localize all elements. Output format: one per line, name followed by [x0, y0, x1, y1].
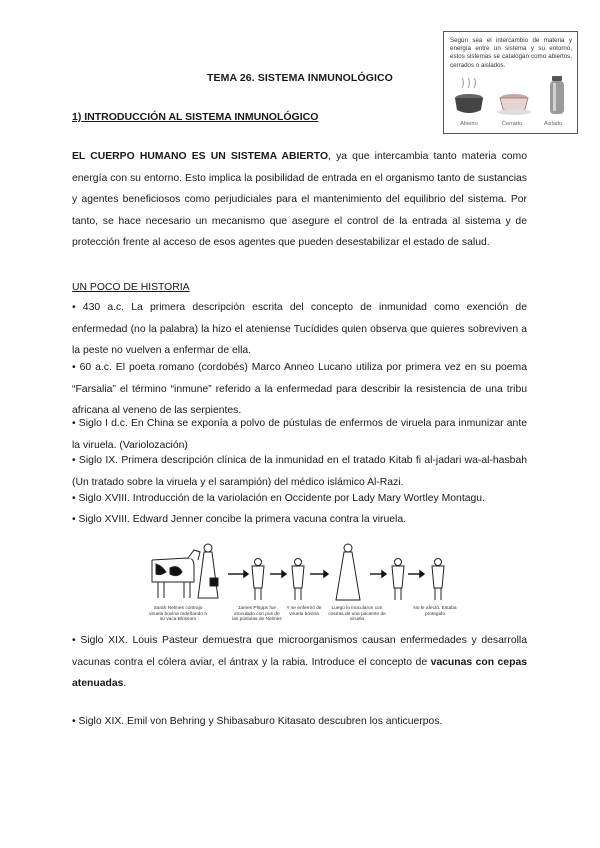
cow-icon	[152, 550, 200, 598]
history-heading: UN POCO DE HISTORIA	[72, 282, 190, 293]
pasteur-text: • Siglo XIX. Louis Pasteur demuestra que microorganismos causan enfermedades y desarrolla vacunas contra el cólera aviar, el ántrax y la rabia. Introduce el concepto de	[72, 635, 527, 668]
figure-caption: Y se enfermó de viruela bovina	[286, 606, 322, 617]
section-heading-introduction: 1) INTRODUCCIÓN AL SISTEMA INMUNOLÓGICO	[72, 111, 319, 123]
pasteur-bold: vacunas con cepas atenuadas	[72, 656, 527, 690]
figure-caption: James Phipps fue inoculado con pus de las pústulas de Nelmes	[232, 606, 282, 623]
intro-paragraph	[72, 146, 527, 254]
intro-bold-lead: EL CUERPO HUMANO ES UN SISTEMA ABIERTO	[72, 151, 329, 162]
history-item: • 60 a.c. El poeta romano (cordobés) Marco Anneo Lucano utiliza por primera vez en su poema “Farsalia” el término “inmune” referido a la enfermedad para describir la resistencia de una tribu africana al veneno de las serpientes.	[72, 362, 527, 417]
figure-caption: Sarah Nelmes contrajo viruela bovina ordeñando a su vaca Blossom	[149, 606, 207, 623]
info-box-systems	[443, 31, 578, 134]
closed-cup-icon	[497, 94, 531, 115]
history-item: • Siglo IX. Primera descripción clínica de la inmunidad en el tratado Kitab fi al-jadari wa-al-hasbah (Un tratado sobre la viruela y el sarampión) del médico islámico Al-Razi.	[72, 455, 527, 488]
label-isolated: Aislado	[543, 121, 563, 127]
boy-figures	[252, 544, 444, 600]
intro-text: , ya que intercambia tanto materia como energía con su entorno. Esto implica la posibilidad de entrada en el organismo tanto de sustancias y agentes beneficiosos como perjudiciales para el mantenimiento del equilibrio del sistema. Por tanto, se hace necesario un mecanismo que asegure el control de la entrada al sistema y de protección frente al acceso de esos agentes que pueden desestabilizar el estado de salud.	[72, 151, 527, 249]
pasteur-end: .	[123, 678, 127, 690]
info-box-text: Según sea el intercambio de materia y energía entre un sistema y su entorno, estos sistemas se catalogan como abiertos, cerrados o aislados.	[450, 37, 572, 69]
history-item: • Siglo XVIII. Introducción de la variolación en Occidente por Lady Mary Wortley Montagu.	[72, 493, 485, 504]
label-open: Abierto	[460, 121, 478, 127]
systems-illustration	[452, 76, 570, 118]
thermos-icon	[550, 76, 564, 114]
history-item: • 430 a.c. La primera descripción escrita del concepto de inmunidad como exención de enfermedad (no la palabra) la hizo el ateniense Tucídides quien observa que quieres sobreviven a la peste no vuelven a enfermar de ella.	[72, 302, 527, 357]
woman-milking-icon	[198, 544, 218, 598]
history-item-behring: • Siglo XIX. Emil von Behring y Shibasaburo Kitasato descubren los anticuerpos.	[72, 716, 443, 727]
jenner-sequence-illustration	[148, 538, 458, 608]
history-item-pasteur	[72, 630, 527, 695]
jenner-vaccine-figure	[148, 538, 458, 630]
figure-caption: No le afectó. Estaba protegido	[413, 606, 457, 617]
history-item: • Siglo I d.c. En China se exponía a polvo de pústulas de enfermos de viruela para inmunizar ante la viruela. (Variolozación)	[72, 418, 527, 451]
open-pot-icon	[455, 78, 483, 113]
history-item: • Siglo XVIII. Edward Jenner concibe la primera vacuna contra la viruela.	[72, 514, 406, 525]
figure-caption: Luego lo inocularon con costras de una paciente de viruela	[328, 606, 386, 623]
document-title: TEMA 26. SISTEMA INMUNOLÓGICO	[207, 72, 393, 84]
label-closed: Cerrado	[501, 121, 523, 127]
